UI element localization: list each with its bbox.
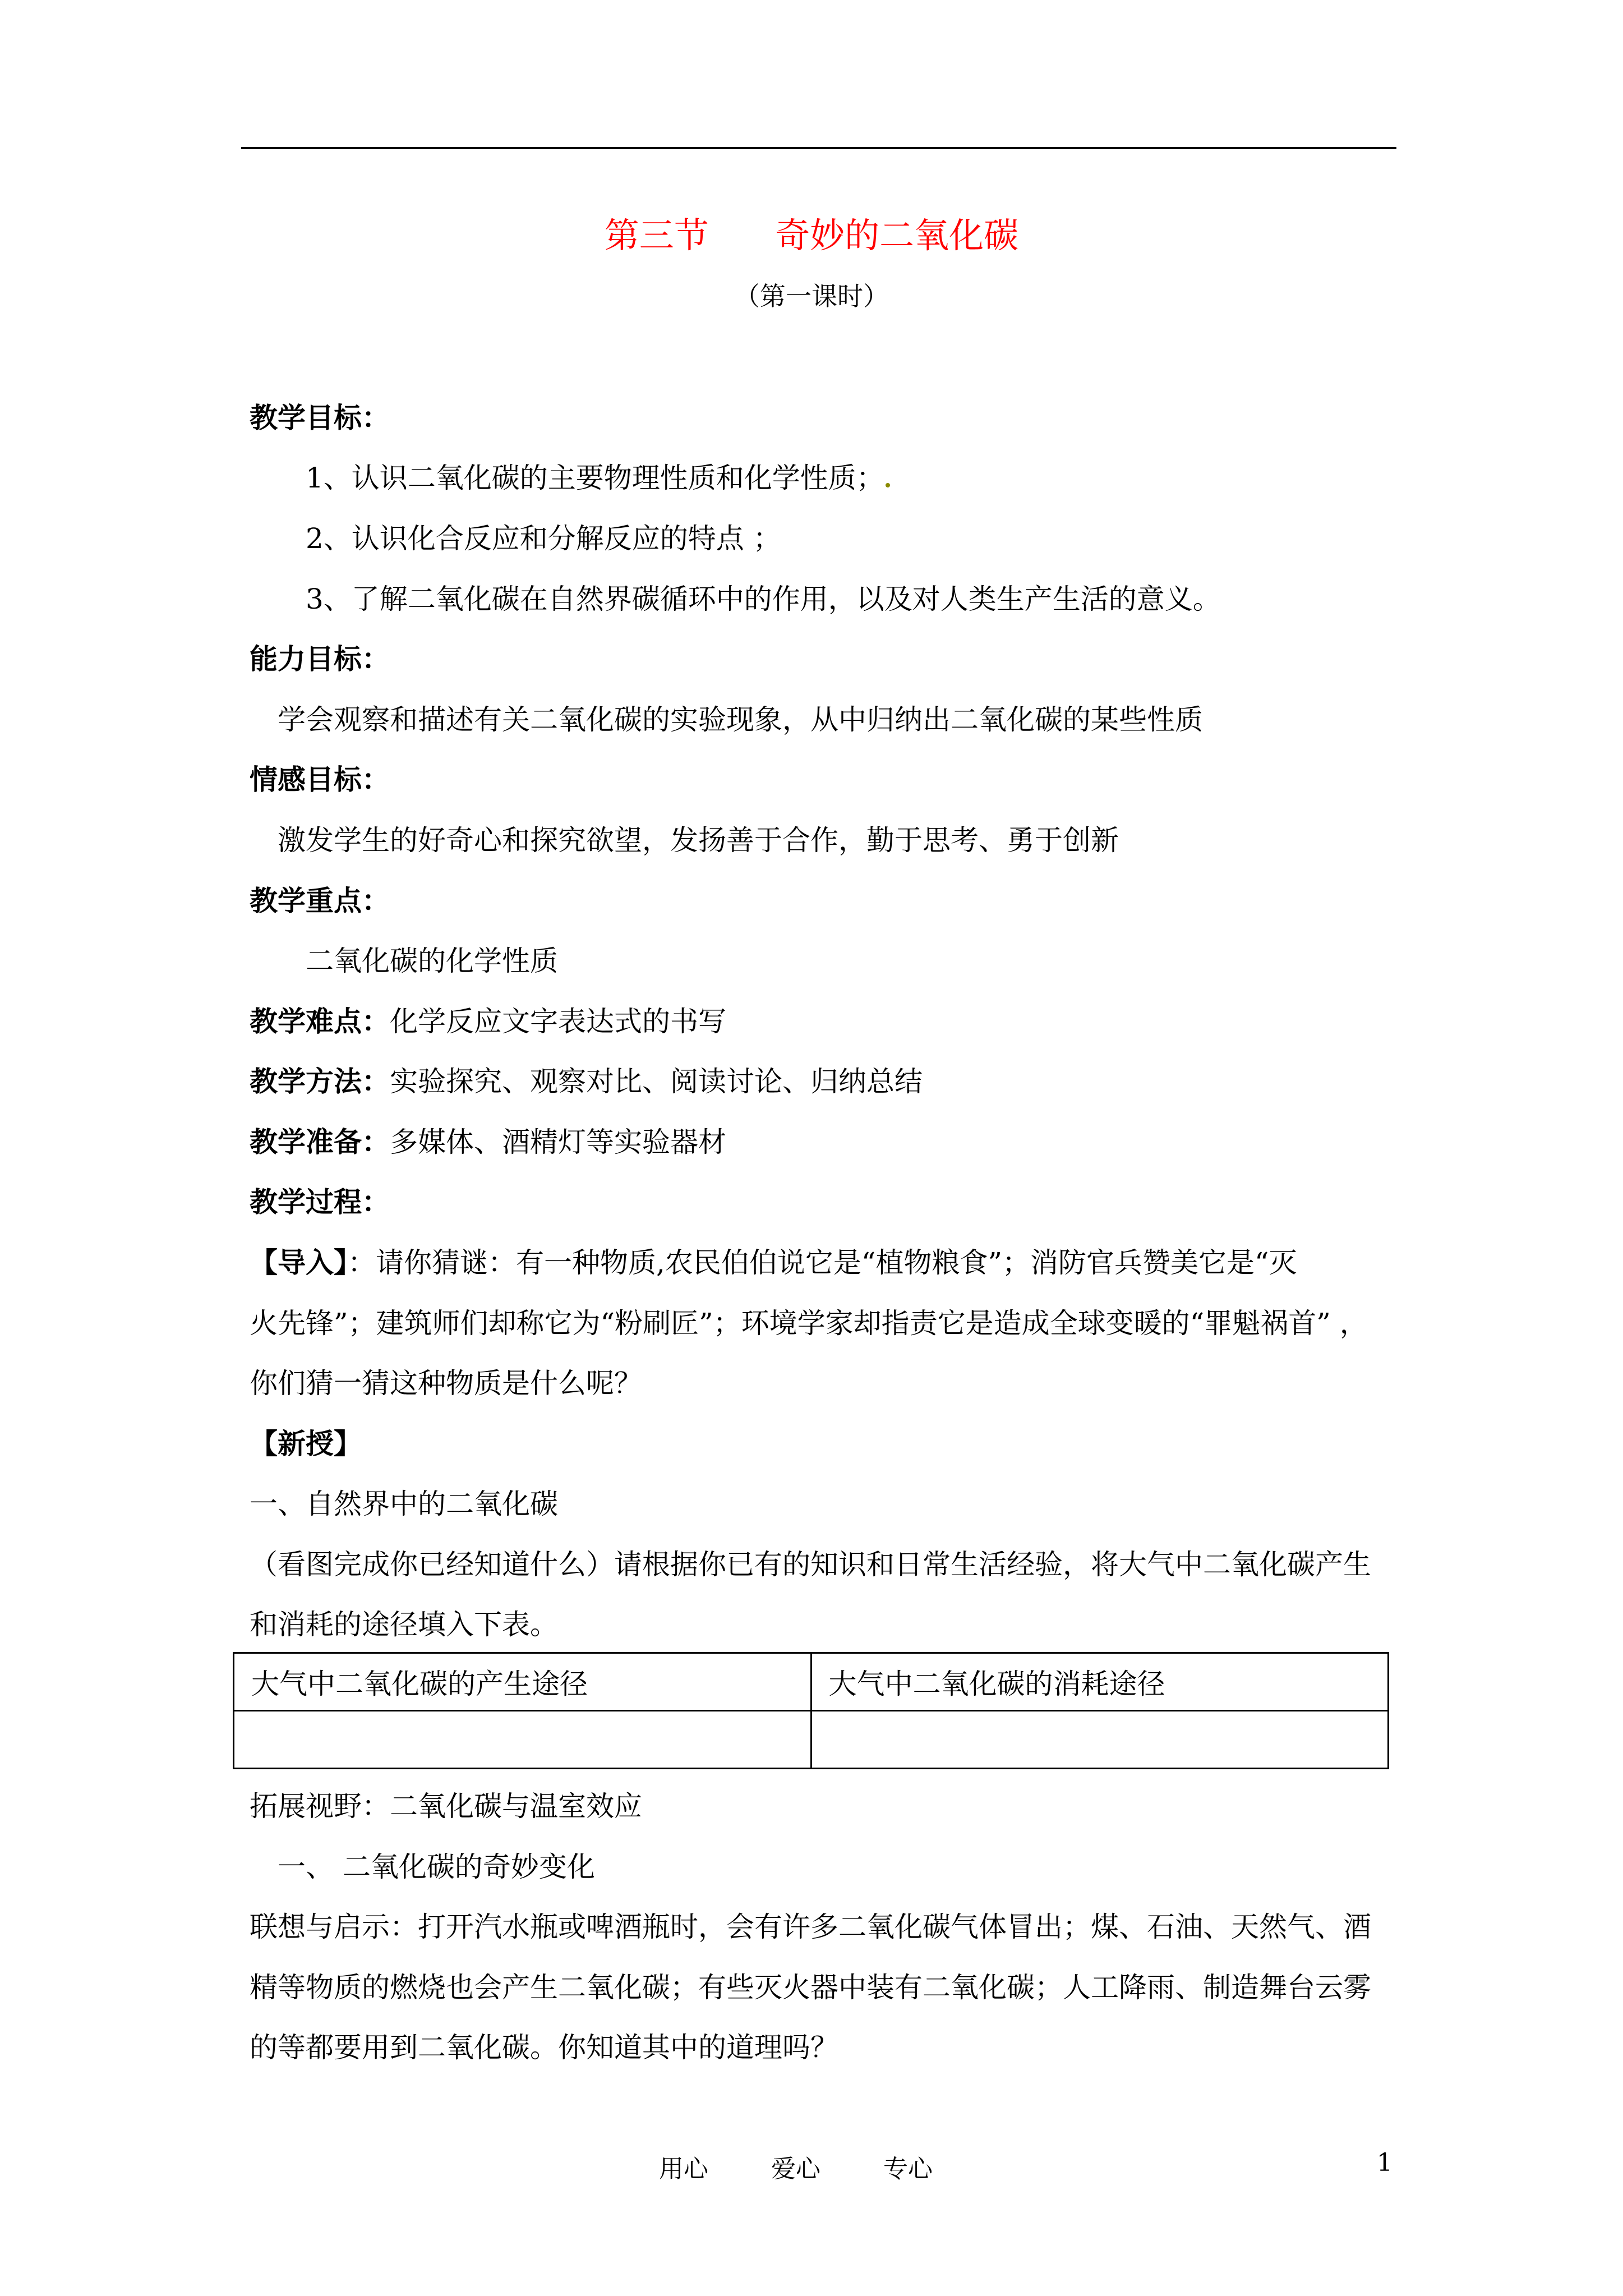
stray-mark [886, 483, 890, 487]
emotion-objectives-label: 情感目标： [250, 763, 390, 796]
emotion-objectives-text: 激发学生的好奇心和探究欲望，发扬善于合作，勤于思考、勇于创新 [278, 824, 1119, 857]
section-heading: 一、自然界中的二氧化碳 [250, 1488, 558, 1520]
section-text-line: （看图完成你已经知道什么）请根据你已有的知识和日常生活经验，将大气中二氧化碳产生 [250, 1548, 1371, 1581]
association-line: 的等都要用到二氧化碳。你知道其中的道理吗？ [250, 2031, 838, 2064]
association-line: 联想与启示：打开汽水瓶或啤酒瓶时，会有许多二氧化碳气体冒出；煤、石油、天然气、酒 [250, 1911, 1371, 1943]
section-heading: 一、 二氧化碳的奇妙变化 [278, 1851, 595, 1883]
footer-item: 爱心 [771, 2155, 820, 2183]
teaching-focus-label: 教学重点： [250, 884, 390, 917]
page-subtitle: （第一课时） [734, 281, 889, 311]
page-title: 第三节 奇妙的二氧化碳 [604, 215, 1019, 256]
footer-item: 专心 [883, 2155, 933, 2183]
teaching-difficulty: 教学难点：化学反应文字表达式的书写 [250, 1005, 726, 1038]
new-lesson-label: 【新授】 [250, 1427, 362, 1460]
intro-line: 你们猜一猜这种物质是什么呢？ [250, 1367, 642, 1400]
ability-objectives-text: 学会观察和描述有关二氧化碳的实验现象，从中归纳出二氧化碳的某些性质 [278, 703, 1203, 736]
objective-item: 2、认识化合反应和分解反应的特点 ； [306, 522, 781, 555]
teaching-objectives-label: 教学目标： [250, 401, 390, 434]
teaching-preparation: 教学准备：多媒体、酒精灯等实验器材 [250, 1125, 726, 1158]
intro-line: 火先锋”；建筑师们却称它为“粉刷匠”；环境学家却指责它是造成全球变暖的“罪魁祸首” ， [250, 1307, 1368, 1340]
header-rule [241, 147, 1396, 149]
ability-objectives-label: 能力目标： [250, 642, 390, 675]
teaching-method: 教学方法：实验探究、观察对比、阅读讨论、归纳总结 [250, 1065, 923, 1098]
objective-item: 1、认识二氧化碳的主要物理性质和化学性质； [306, 461, 890, 495]
table-cell [811, 1711, 1389, 1769]
teaching-process-label: 教学过程： [250, 1185, 390, 1218]
extension-text: 拓展视野：二氧化碳与温室效应 [250, 1790, 642, 1823]
co2-pathways-table [233, 1652, 1389, 1769]
teaching-focus-text: 二氧化碳的化学性质 [306, 945, 558, 977]
footer-item: 用心 [659, 2155, 708, 2183]
objective-item: 3、了解二氧化碳在自然界碳循环中的作用，以及对人类生产生活的意义。 [306, 583, 1221, 615]
table-header-cell: 大气中二氧化碳的产生途径 [234, 1653, 811, 1711]
table-cell [234, 1711, 811, 1769]
table-row [234, 1711, 1389, 1769]
page-number: 1 [1377, 2148, 1393, 2177]
section-text-line: 和消耗的途径填入下表。 [250, 1608, 558, 1641]
table-header-row [234, 1653, 1389, 1711]
intro-line: 【导入】：请你猜谜：有一种物质,农民伯伯说它是“植物粮食”；消防官兵赞美它是“灭 [250, 1246, 1297, 1279]
association-line: 精等物质的燃烧也会产生二氧化碳；有些灭火器中装有二氧化碳；人工降雨、制造舞台云雾 [250, 1971, 1371, 2004]
table-header-cell: 大气中二氧化碳的消耗途径 [811, 1653, 1389, 1711]
